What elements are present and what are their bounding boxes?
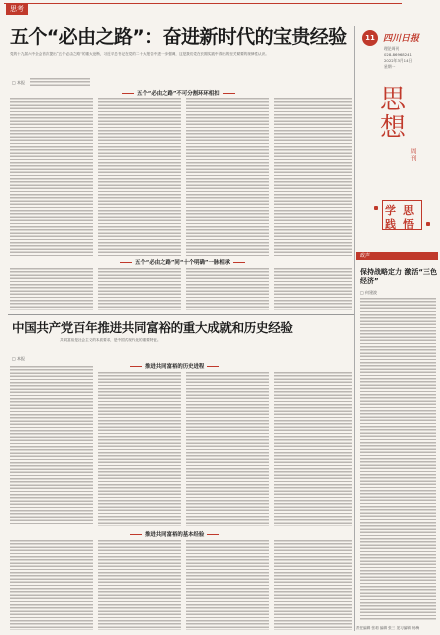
second-lead: 共同富裕是社会主义的本质要求，是中国式现代化的重要特征。 xyxy=(60,338,161,342)
lead-paragraph: 党的十九届六中全会首次提出“五个必由之路”的重大论断，习近平总书记在党的二十大报告中进一步强调，这是我们党在长期实践中得出的至关紧要的规律性认识。 xyxy=(10,52,269,56)
article-1-intro-text xyxy=(30,78,90,86)
sidebar-text xyxy=(360,298,436,620)
masthead-line-2: 028-86968241 xyxy=(384,52,412,57)
page-footer: 责任编辑 张莉 编辑 张三 见习编辑 杨梅 xyxy=(356,626,420,630)
article-2-col-7 xyxy=(186,540,269,630)
article-1-col-8 xyxy=(274,268,352,310)
article-1-col-6 xyxy=(98,268,181,310)
article-1-col-4 xyxy=(274,98,352,258)
article-divider xyxy=(8,314,354,315)
sidebar-title: 保持战略定力 激活“三色经济” xyxy=(360,268,438,285)
article-1-subhead-2: 五个“必由之路”同“十个明确”一脉相承 xyxy=(120,258,245,266)
decor-dot-2 xyxy=(426,222,430,226)
article-1-col-2 xyxy=(98,98,181,258)
stamp-char-3: 践 xyxy=(385,218,396,231)
stamp-char-2: 思 xyxy=(403,204,414,217)
sidebar-author: □ 何建波 xyxy=(360,290,378,295)
top-rule xyxy=(4,3,402,4)
article-2-subhead-1: 推进共同富裕的历史进程 xyxy=(130,362,219,370)
article-2-col-1 xyxy=(10,366,93,526)
article-2-author: □ 本报 xyxy=(12,356,26,361)
masthead-weekday: 星期一 xyxy=(384,64,396,69)
section-subtitle: 周刊 xyxy=(409,148,416,162)
decor-dot-1 xyxy=(374,206,378,210)
article-1-col-1 xyxy=(10,98,93,258)
sidebar-band-label: 政声 xyxy=(360,253,371,259)
article-2-col-6 xyxy=(98,540,181,630)
stamp-char-1: 学 xyxy=(385,204,396,217)
article-2-col-3 xyxy=(186,372,269,526)
article-2-col-2 xyxy=(98,372,181,526)
article-1-subhead-1: 五个“必由之路”不可分割环环相扣 xyxy=(122,89,235,97)
masthead-date: 2022年3月14日 xyxy=(384,58,413,63)
article-2-col-5 xyxy=(10,540,93,630)
article-1-col-3 xyxy=(186,98,269,258)
section-title: 思想 xyxy=(380,85,407,143)
article-1-author: □ 本报 xyxy=(12,80,26,85)
article-2-subhead-2: 推进共同富裕的基本经验 xyxy=(130,530,219,538)
column-divider xyxy=(354,26,355,631)
masthead-line-1: 理论周刊 xyxy=(384,46,400,51)
main-headline: 五个“必由之路”：奋进新时代的宝贵经验 xyxy=(10,26,347,48)
article-2-col-8 xyxy=(274,540,352,630)
section-tag: 思考 xyxy=(6,3,28,15)
article-1-col-5 xyxy=(10,268,93,310)
page-number-badge: 11 xyxy=(362,30,378,46)
paper-logo: 四川日报 xyxy=(383,34,420,44)
second-headline: 中国共产党百年推进共同富裕的重大成就和历史经验 xyxy=(12,320,293,335)
slogan-stamp xyxy=(382,200,422,230)
article-1-col-7 xyxy=(186,268,269,310)
article-2-col-4 xyxy=(274,372,352,526)
stamp-char-4: 悟 xyxy=(403,218,414,231)
